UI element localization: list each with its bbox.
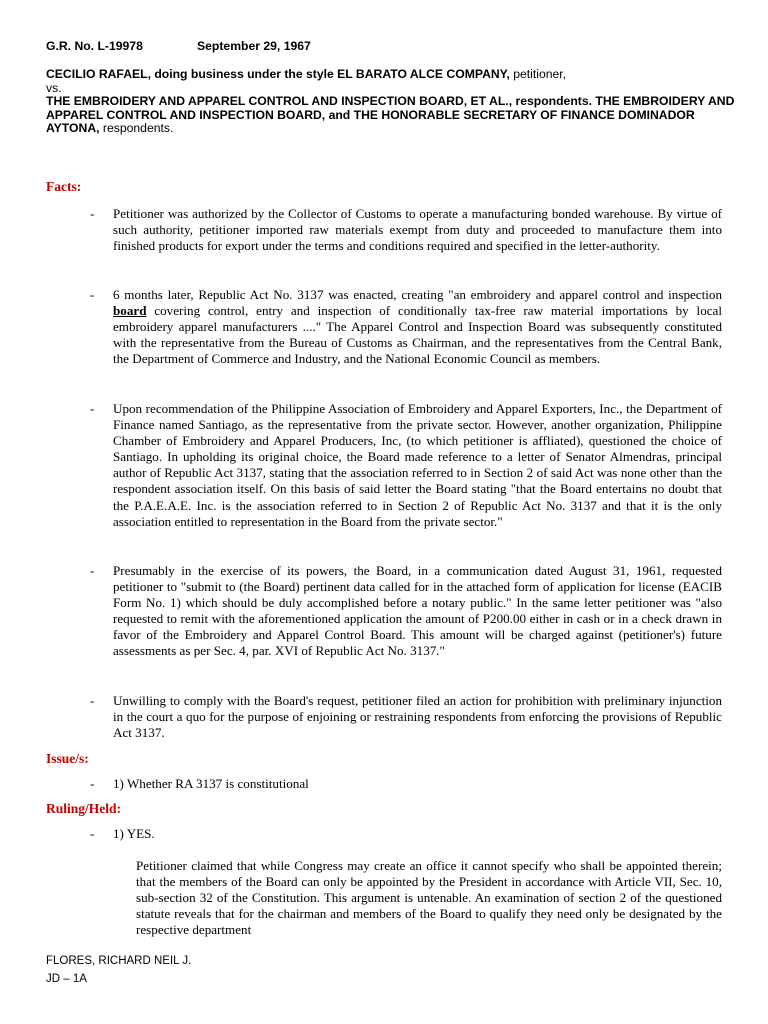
bullet-dash: - (90, 563, 95, 578)
respondents-role: respondents. (99, 121, 174, 136)
bullet-dash: - (90, 401, 95, 416)
petitioner-role: petitioner, (509, 67, 567, 81)
issues-item-1 (90, 776, 722, 792)
case-number: G.R. No. L-19978 (46, 39, 143, 53)
facts-item-text: Upon recommendation of the Philippine Association of Embroidery and Apparel Exporters, Inc., the Department of Finance named Santiago, as the representative from the private sector. However, another organization, Philippine Chamber of Embroidery and Apparel Producers, Inc, (to which petitioner is affliated), questioned the choice of Santiago. In upholding its original choice, the Board made reference to a letter of Senator Almendras, principal author of Republic Act 3137, stating that the association referred to in Section 2 of said Act was none other than the respondent association itself. On this basis of said letter the Board stating "that the Board entertains no doubt that the P.A.E.A.E. Inc. is the association referred to in Section 2 of Republic Act No. 3137 and that it is the only association entitled to representation in the Board from the private sector." (113, 401, 722, 529)
case-header (46, 39, 311, 54)
footer-author: FLORES, RICHARD NEIL J. (46, 955, 192, 967)
bullet-dash: - (90, 206, 95, 221)
footer-section: JD – 1A (46, 973, 87, 985)
board-term: board (113, 303, 147, 319)
facts-item-text: Petitioner was authorized by the Collector of Customs to operate a manufacturing bonded warehouse. By virtue of such authority, petitioner imported raw materials exempt from duty and proceeded to manufacture them into finished products for export under the terms and conditions required and specified in the letter-authority. (113, 206, 722, 254)
respondents-name: THE EMBROIDERY AND APPAREL CONTROL AND INSPECTION BOARD, ET AL., respondents. THE EMBROIDERY AND APPAREL CONTROL AND INSPECTION BOARD, and THE HONORABLE SECRETARY OF FINANCE DOMINADOR AYTONA, (46, 94, 735, 136)
facts-item-5 (90, 693, 722, 741)
issues-item-text: 1) Whether RA 3137 is constitutional (113, 776, 309, 791)
ruling-item-text: 1) YES. (113, 826, 155, 841)
respondents-line (46, 95, 736, 136)
case-date: September 29, 1967 (197, 39, 311, 53)
bullet-dash: - (90, 826, 95, 841)
facts-item-4 (90, 563, 722, 660)
bullet-dash: - (90, 287, 95, 302)
facts-item-text: Presumably in the exercise of its powers, the Board, in a communication dated August 31, 1961, requested petitioner to "submit to (the Board) pertinent data called for in the attached form of application for license (EACIB Form No. 1) which should be duly accomplished before a notary public." In the same letter petitioner was "also requested to remit with the aforementioned application the amount of P200.00 either in cash or in a check drawn in favor of the Embroidery and Apparel Control Board. This amount will be charged against (petitioner's) future assessments as per Sec. 4, par. XVI of Republic Act No. 3137." (113, 563, 722, 659)
facts-heading: Facts: (46, 179, 82, 194)
facts-item-3 (90, 401, 722, 530)
bullet-dash: - (90, 776, 95, 791)
ruling-paragraph: Petitioner claimed that while Congress may create an office it cannot specify who shall be appointed therein; that the members of the Board can only be appointed by the President in accordance with Article VII, Sec. 10, sub-section 32 of the Constitution. This argument is untenable. An examination of section 2 of the questioned statute reveals that for the chairman and members of the Board to qualify they need only be designated by the respective department (136, 858, 722, 938)
text-run: covering control, entry and inspection of conditionally tax-free raw material importations by local embroidery apparel manufacturers ...." The Apparel Control and Inspection Board was subsequently constituted with the representative from the Bureau of Customs as Chairman, and the representatives from the Central Bank, the Department of Commerce and Industry, and the National Economic Council as members. (113, 303, 722, 367)
facts-item-text (113, 287, 722, 367)
facts-item-2 (90, 287, 722, 367)
text-run: 6 months later, Republic Act No. 3137 was enacted, creating "an embroidery and apparel control and inspection (113, 287, 722, 302)
case-parties (46, 68, 736, 136)
facts-item-1 (90, 206, 722, 254)
ruling-heading: Ruling/Held: (46, 801, 122, 816)
issues-heading: Issue/s: (46, 751, 89, 766)
bullet-dash: - (90, 693, 95, 708)
petitioner-name: CECILIO RAFAEL, doing business under the style EL BARATO ALCE COMPANY, (46, 67, 510, 81)
ruling-item-1 (90, 826, 722, 842)
petitioner-line (46, 68, 736, 82)
facts-item-text: Unwilling to comply with the Board's request, petitioner filed an action for prohibition with preliminary injunction in the court a quo for the purpose of enjoining or restraining respondents from enforcing the provisions of Republic Act 3137. (113, 693, 722, 741)
versus-label: vs. (46, 80, 62, 95)
